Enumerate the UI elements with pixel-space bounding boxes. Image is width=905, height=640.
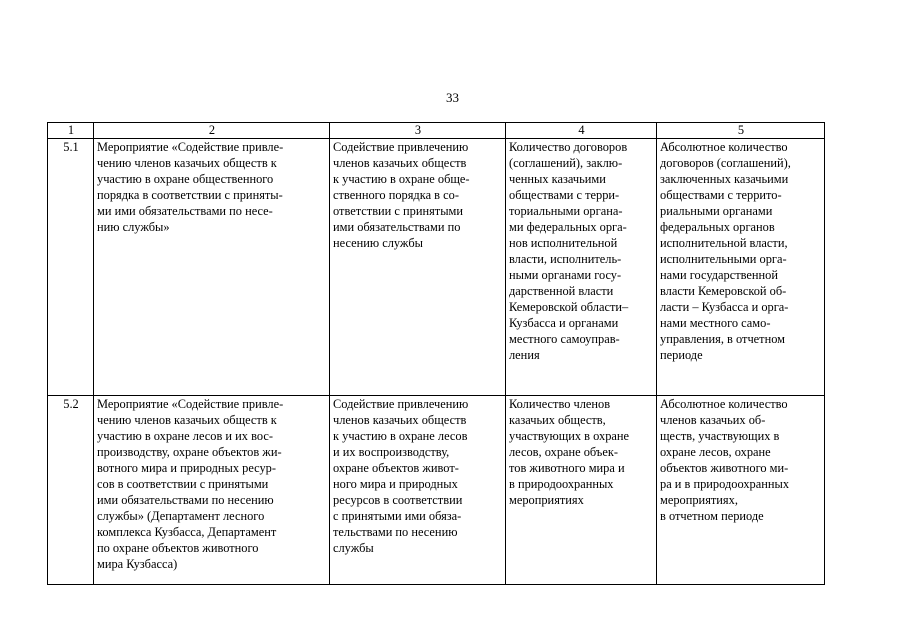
- column-header-1: 1: [48, 123, 94, 139]
- indicator-name-cell: Количество членов казачьих обществ, участвующих в охране лесов, охране объек- тов животного мира и в природоохранных мероприятиях: [506, 396, 657, 585]
- activity-name-cell: Мероприятие «Содействие привле- чению членов казачьих обществ к участию в охране лесов и их вос- производству, охране объектов жи- вотного мира и природных ресур- сов в соответствии с принятыми ими обязательствами по несению службы» (Департамент лесного комплекса Кузбасса, Департамент по охране объектов животного мира Кузбасса): [94, 396, 330, 585]
- table-row: [48, 396, 825, 585]
- indicator-name-cell: Количество договоров (соглашений), заклю- ченных казачьими обществами с терри- ториальными органа- ми федеральных орга- нов исполнительной власти, исполнитель- ными органами госу- дарственной власти Кемеровской области– Кузбасса и органами местного самоуправ- ления: [506, 139, 657, 396]
- row-number-cell: 5.2: [48, 396, 94, 585]
- table-header: [48, 123, 825, 139]
- table-header-row: [48, 123, 825, 139]
- activity-name-cell: Мероприятие «Содействие привле- чению членов казачьих обществ к участию в охране общественного порядка в соответствии с приняты- ми ими обязательствами по несе- нию службы»: [94, 139, 330, 396]
- indicator-method-cell: Абсолютное количество договоров (соглашений), заключенных казачьими обществами с террито- риальными органами федеральных органов исполнительной власти, исполнительными орга- нами государственной власти Кемеровской об- ласти – Кузбасса и орга- нами местного само- управления, в отчетном периоде: [657, 139, 825, 396]
- page-number: 33: [446, 90, 459, 105]
- column-header-5: 5: [657, 123, 825, 139]
- column-header-4: 4: [506, 123, 657, 139]
- column-header-3: 3: [330, 123, 506, 139]
- activity-description-cell: Содействие привлечению членов казачьих обществ к участию в охране обще- ственного порядка в со- ответствии с принятыми ими обязательствами по несению службы: [330, 139, 506, 396]
- indicator-method-cell: Абсолютное количество членов казачьих об- ществ, участвующих в охране лесов, охране объектов животного ми- ра и в природоохранных мероприятиях, в отчетном периоде: [657, 396, 825, 585]
- column-header-2: 2: [94, 123, 330, 139]
- indicators-table: [47, 122, 825, 585]
- table-row: [48, 139, 825, 396]
- table-body: [48, 139, 825, 585]
- activity-description-cell: Содействие привлечению членов казачьих обществ к участию в охране лесов и их воспроизводству, охране объектов живот- ного мира и природных ресурсов в соответствии с принятыми ими обяза- тельствами по несению службы: [330, 396, 506, 585]
- row-number-cell: 5.1: [48, 139, 94, 396]
